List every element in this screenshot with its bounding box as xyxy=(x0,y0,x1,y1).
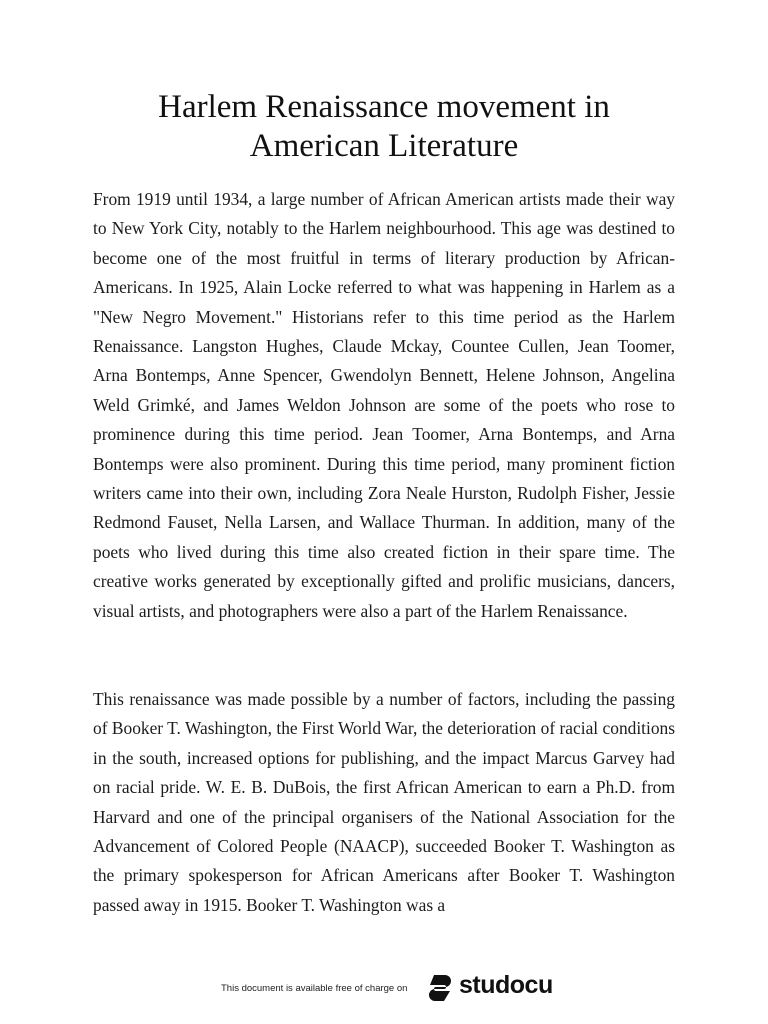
footer-note: This document is available free of charge on xyxy=(221,983,408,994)
paragraph-1: From 1919 until 1934, a large number of African American artists made their way to New York City, notably to the Harlem neighbourhood. This age was destined to become one of the most fruitful in terms of literary production by African-Americans. In 1925, Alain Locke referred to what was happening in Harlem as a "New Negro Movement." Historians refer to this time period as the Harlem Renaissance. Langston Hughes, Claude Mckay, Countee Cullen, Jean Toomer, Arna Bontemps, Anne Spencer, Gwendolyn Bennett, Helene Johnson, Angelina Weld Grimké, and James Weldon Johnson are some of the poets who rose to prominence during this time period. Jean Toomer, Arna Bontemps, and Arna Bontemps were also prominent. During this time period, many prominent fiction writers came into their own, including Zora Neale Hurston, Rudolph Fisher, Jessie Redmond Fauset, Nella Larsen, and Wallace Thurman. In addition, many of the poets who lived during this time also created fiction in their spare time. The creative works generated by exceptionally gifted and prolific musicians, dancers, visual artists, and photographers were also a part of the Harlem Renaissance. xyxy=(93,189,675,621)
title-line-1: Harlem Renaissance movement in xyxy=(158,89,610,125)
title-line-2: American Literature xyxy=(249,128,519,164)
page-title xyxy=(60,88,708,166)
studocu-wordmark[interactable]: studocu xyxy=(459,971,553,999)
paragraph-2: This renaissance was made possible by a number of factors, including the passing of Booker T. Washington, the First World War, the deterioration of racial conditions in the south, increased options for publishing, and the impact Marcus Garvey had on racial pride. W. E. B. DuBois, the first African American to earn a Ph.D. from Harvard and one of the principal organisers of the National Association for the Advancement of Colored People (NAACP), succeeded Booker T. Washington as the primary spokesperson for African Americans after Booker T. Washington passed away in 1915. Booker T. Washington was a xyxy=(93,689,675,915)
studocu-logo-icon[interactable] xyxy=(425,973,455,1003)
footer xyxy=(0,970,768,1006)
